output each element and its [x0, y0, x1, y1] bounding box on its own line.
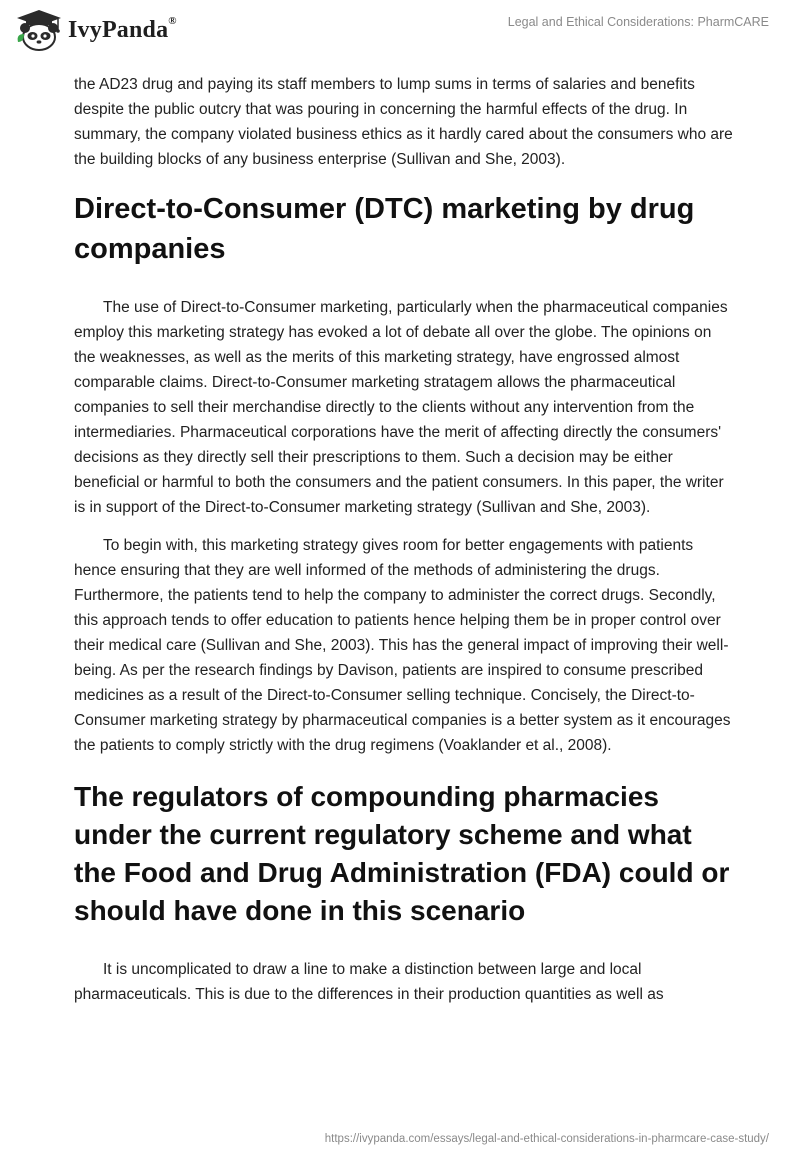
essay-body: [74, 70, 734, 1007]
page-header: [0, 0, 800, 64]
source-url-link[interactable]: https://ivypanda.com/essays/legal-and-ethical-considerations-in-pharmcare-case-study/: [324, 1133, 769, 1145]
dtc-paragraph-1: The use of Direct-to-Consumer marketing, particularly when the pharmaceutical companies employ this marketing strategy has evoked a lot of debate all over the globe. The opinions on the weaknesses, as well as the merits of this marketing strategy, have engrossed almost comparable claims. Direct-to-Consumer marketing stratagem allows the pharmaceutical companies to sell their merchandise directly to the clients without any intervention from the intermediaries. Pharmaceutical corporations have the merit of affecting directly the consumers' decisions as they directly sell their prescriptions to them. Such a decision may be either beneficial or harmful to both the consumers and the patient consumers. In this paper, the writer is in support of the Direct-to-Consumer marketing strategy (Sullivan and She, 2003).: [74, 299, 728, 516]
section-heading-dtc: Direct-to-Consumer (DTC) marketing by drug companies: [74, 193, 695, 265]
brand-name: IvyPanda®: [68, 14, 177, 43]
document-title: Legal and Ethical Considerations: PharmCARE: [507, 15, 769, 29]
dtc-paragraph-2: To begin with, this marketing strategy gives room for better engagements with patients hence ensuring that they are well informed of the methods of administering the drugs. Furthermore, the patients tend to help the company to administer the correct drugs. Secondly, this approach tends to offer education to patients hence helping them be in proper control over their medical care (Sullivan and She, 2003). This has the general impact of improving their well-being. As per the research findings by Davison, patients are inspired to consume prescribed medicines as a result of the Direct-to-Consumer selling technique. Concisely, the Direct-to-Consumer marketing strategy by pharmaceutical companies is a better system as it encourages the patients to comply strictly with the drug regimens (Voaklander et al., 2008).: [74, 537, 731, 754]
section-heading-regulators: The regulators of compounding pharmacies under the current regulatory scheme and what the Food and Drug Administration (FDA) could or should have done in this scenario: [74, 781, 730, 926]
regulators-paragraph-1: It is uncomplicated to draw a line to make a distinction between large and local pharmaceuticals. This is due to the differences in their production quantities as well as: [74, 961, 664, 1003]
registered-mark: ®: [168, 14, 177, 27]
intro-paragraph: the AD23 drug and paying its staff members to lump sums in terms of salaries and benefits despite the public outcry that was pouring in concerning the harmful effects of the drug. In summary, the company violated business ethics as it hardly cared about the consumers who are the building blocks of any business enterprise (Sullivan and She, 2003).: [74, 76, 733, 168]
panda-graduate-icon: [14, 8, 64, 52]
brand-logo[interactable]: [14, 8, 177, 52]
